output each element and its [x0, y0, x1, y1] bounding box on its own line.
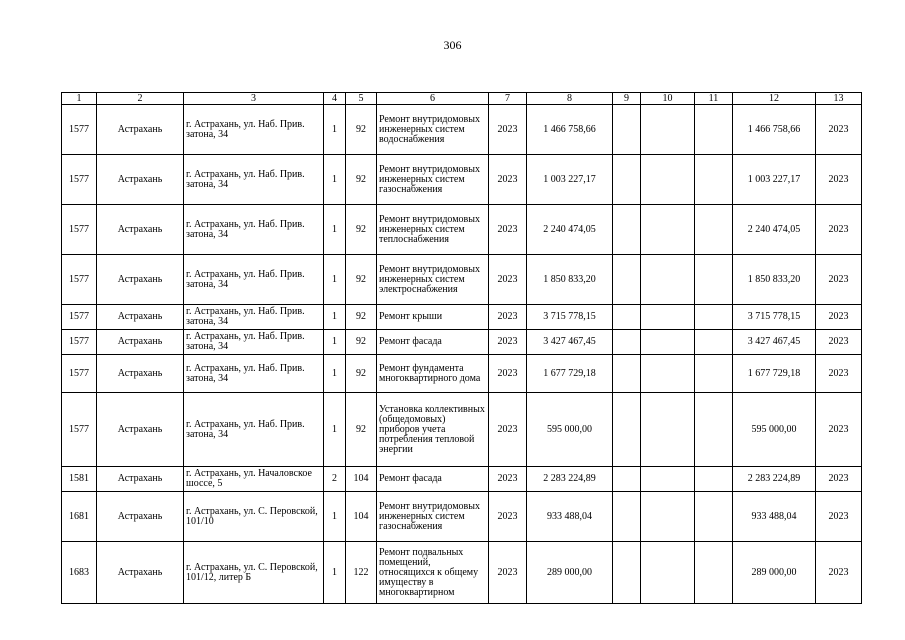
city-cell: Астрахань [97, 492, 184, 542]
column-header: 8 [527, 93, 613, 105]
address-cell: г. Астрахань, ул. Наб. Прив. затона, 34 [184, 393, 324, 467]
col10-cell [641, 393, 695, 467]
total-cost-cell: 933 488,04 [733, 492, 816, 542]
col9-cell [613, 155, 641, 205]
work-type-cell: Ремонт внутридомовых инженерных систем водоснабжения [377, 105, 489, 155]
col10-cell [641, 155, 695, 205]
col10-cell [641, 467, 695, 492]
house-id-cell: 1577 [62, 393, 97, 467]
col5-cell: 92 [346, 105, 377, 155]
table-row [62, 155, 862, 205]
col4-cell: 1 [324, 305, 346, 330]
table-row [62, 255, 862, 305]
total-cost-cell: 1 466 758,66 [733, 105, 816, 155]
address-cell: г. Астрахань, ул. С. Перовской, 101/10 [184, 492, 324, 542]
col10-cell [641, 305, 695, 330]
table-row [62, 105, 862, 155]
completion-year-cell: 2023 [816, 305, 862, 330]
col5-cell: 122 [346, 542, 377, 604]
work-type-cell: Ремонт фундамента многоквартирного дома [377, 355, 489, 393]
column-header: 5 [346, 93, 377, 105]
col9-cell [613, 355, 641, 393]
house-id-cell: 1581 [62, 467, 97, 492]
page-number: 306 [443, 38, 462, 52]
cost-cell: 595 000,00 [527, 393, 613, 467]
col9-cell [613, 105, 641, 155]
cost-cell: 3 427 467,45 [527, 330, 613, 355]
completion-year-cell: 2023 [816, 330, 862, 355]
col10-cell [641, 542, 695, 604]
col5-cell: 92 [346, 155, 377, 205]
house-id-cell: 1577 [62, 305, 97, 330]
address-cell: г. Астрахань, ул. Наб. Прив. затона, 34 [184, 330, 324, 355]
cost-cell: 1 003 227,17 [527, 155, 613, 205]
city-cell: Астрахань [97, 105, 184, 155]
house-id-cell: 1577 [62, 155, 97, 205]
year-cell: 2023 [489, 255, 527, 305]
year-cell: 2023 [489, 305, 527, 330]
table-header-row [62, 93, 862, 105]
col4-cell: 1 [324, 355, 346, 393]
work-type-cell: Ремонт крыши [377, 305, 489, 330]
col9-cell [613, 330, 641, 355]
completion-year-cell: 2023 [816, 492, 862, 542]
house-id-cell: 1683 [62, 542, 97, 604]
city-cell: Астрахань [97, 205, 184, 255]
work-type-cell: Ремонт внутридомовых инженерных систем газоснабжения [377, 155, 489, 205]
address-cell: г. Астрахань, ул. Наб. Прив. затона, 34 [184, 255, 324, 305]
table-row [62, 330, 862, 355]
completion-year-cell: 2023 [816, 205, 862, 255]
column-header: 12 [733, 93, 816, 105]
address-cell: г. Астрахань, ул. Наб. Прив. затона, 34 [184, 355, 324, 393]
col4-cell: 1 [324, 155, 346, 205]
col5-cell: 92 [346, 330, 377, 355]
col5-cell: 92 [346, 305, 377, 330]
total-cost-cell: 3 427 467,45 [733, 330, 816, 355]
completion-year-cell: 2023 [816, 467, 862, 492]
completion-year-cell: 2023 [816, 155, 862, 205]
total-cost-cell: 2 283 224,89 [733, 467, 816, 492]
year-cell: 2023 [489, 205, 527, 255]
col11-cell [695, 255, 733, 305]
col4-cell: 1 [324, 105, 346, 155]
col9-cell [613, 492, 641, 542]
column-header: 11 [695, 93, 733, 105]
table-row [62, 355, 862, 393]
cost-cell: 933 488,04 [527, 492, 613, 542]
completion-year-cell: 2023 [816, 255, 862, 305]
year-cell: 2023 [489, 155, 527, 205]
column-header: 3 [184, 93, 324, 105]
col4-cell: 1 [324, 393, 346, 467]
city-cell: Астрахань [97, 542, 184, 604]
col5-cell: 92 [346, 255, 377, 305]
col11-cell [695, 305, 733, 330]
house-id-cell: 1681 [62, 492, 97, 542]
col10-cell [641, 355, 695, 393]
column-header: 6 [377, 93, 489, 105]
year-cell: 2023 [489, 467, 527, 492]
col4-cell: 1 [324, 255, 346, 305]
house-id-cell: 1577 [62, 355, 97, 393]
city-cell: Астрахань [97, 467, 184, 492]
cost-cell: 3 715 778,15 [527, 305, 613, 330]
address-cell: г. Астрахань, ул. Наб. Прив. затона, 34 [184, 105, 324, 155]
total-cost-cell: 595 000,00 [733, 393, 816, 467]
col4-cell: 1 [324, 330, 346, 355]
column-header: 4 [324, 93, 346, 105]
col10-cell [641, 330, 695, 355]
column-header: 13 [816, 93, 862, 105]
year-cell: 2023 [489, 105, 527, 155]
col5-cell: 92 [346, 205, 377, 255]
work-type-cell: Ремонт внутридомовых инженерных систем электроснабжения [377, 255, 489, 305]
col4-cell: 1 [324, 542, 346, 604]
address-cell: г. Астрахань, ул. Началовское шоссе, 5 [184, 467, 324, 492]
col4-cell: 1 [324, 205, 346, 255]
total-cost-cell: 1 677 729,18 [733, 355, 816, 393]
completion-year-cell: 2023 [816, 542, 862, 604]
total-cost-cell: 2 240 474,05 [733, 205, 816, 255]
cost-cell: 1 466 758,66 [527, 105, 613, 155]
col9-cell [613, 205, 641, 255]
year-cell: 2023 [489, 330, 527, 355]
table-row [62, 393, 862, 467]
col11-cell [695, 467, 733, 492]
col5-cell: 104 [346, 467, 377, 492]
house-id-cell: 1577 [62, 105, 97, 155]
total-cost-cell: 1 003 227,17 [733, 155, 816, 205]
capital-repair-table [61, 92, 862, 604]
address-cell: г. Астрахань, ул. Наб. Прив. затона, 34 [184, 305, 324, 330]
completion-year-cell: 2023 [816, 105, 862, 155]
table-row [62, 205, 862, 255]
city-cell: Астрахань [97, 355, 184, 393]
col5-cell: 92 [346, 393, 377, 467]
city-cell: Астрахань [97, 330, 184, 355]
col9-cell [613, 467, 641, 492]
col10-cell [641, 255, 695, 305]
col11-cell [695, 355, 733, 393]
column-header: 7 [489, 93, 527, 105]
cost-cell: 1 850 833,20 [527, 255, 613, 305]
city-cell: Астрахань [97, 155, 184, 205]
col9-cell [613, 305, 641, 330]
col10-cell [641, 105, 695, 155]
address-cell: г. Астрахань, ул. Наб. Прив. затона, 34 [184, 155, 324, 205]
col10-cell [641, 492, 695, 542]
cost-cell: 2 240 474,05 [527, 205, 613, 255]
table-row [62, 492, 862, 542]
cost-cell: 2 283 224,89 [527, 467, 613, 492]
house-id-cell: 1577 [62, 255, 97, 305]
address-cell: г. Астрахань, ул. С. Перовской, 101/12, литер Б [184, 542, 324, 604]
column-header: 2 [97, 93, 184, 105]
total-cost-cell: 3 715 778,15 [733, 305, 816, 330]
col11-cell [695, 155, 733, 205]
year-cell: 2023 [489, 393, 527, 467]
house-id-cell: 1577 [62, 330, 97, 355]
table-row [62, 467, 862, 492]
completion-year-cell: 2023 [816, 355, 862, 393]
work-type-cell: Ремонт подвальных помещений, относящихся к общему имуществу в многоквартирном [377, 542, 489, 604]
city-cell: Астрахань [97, 305, 184, 330]
col9-cell [613, 542, 641, 604]
col10-cell [641, 205, 695, 255]
year-cell: 2023 [489, 355, 527, 393]
address-cell: г. Астрахань, ул. Наб. Прив. затона, 34 [184, 205, 324, 255]
col4-cell: 1 [324, 492, 346, 542]
year-cell: 2023 [489, 542, 527, 604]
completion-year-cell: 2023 [816, 393, 862, 467]
house-id-cell: 1577 [62, 205, 97, 255]
work-type-cell: Ремонт внутридомовых инженерных систем газоснабжения [377, 492, 489, 542]
col9-cell [613, 255, 641, 305]
work-type-cell: Установка коллективных (общедомовых) приборов учета потребления тепловой энергии [377, 393, 489, 467]
column-header: 10 [641, 93, 695, 105]
col11-cell [695, 393, 733, 467]
column-header: 9 [613, 93, 641, 105]
column-header: 1 [62, 93, 97, 105]
col9-cell [613, 393, 641, 467]
total-cost-cell: 289 000,00 [733, 542, 816, 604]
cost-cell: 289 000,00 [527, 542, 613, 604]
col11-cell [695, 330, 733, 355]
col11-cell [695, 492, 733, 542]
table-row [62, 542, 862, 604]
city-cell: Астрахань [97, 255, 184, 305]
cost-cell: 1 677 729,18 [527, 355, 613, 393]
work-type-cell: Ремонт фасада [377, 467, 489, 492]
col11-cell [695, 205, 733, 255]
year-cell: 2023 [489, 492, 527, 542]
col5-cell: 92 [346, 355, 377, 393]
col4-cell: 2 [324, 467, 346, 492]
table-row [62, 305, 862, 330]
col5-cell: 104 [346, 492, 377, 542]
city-cell: Астрахань [97, 393, 184, 467]
work-type-cell: Ремонт фасада [377, 330, 489, 355]
total-cost-cell: 1 850 833,20 [733, 255, 816, 305]
col11-cell [695, 105, 733, 155]
work-type-cell: Ремонт внутридомовых инженерных систем теплоснабжения [377, 205, 489, 255]
col11-cell [695, 542, 733, 604]
